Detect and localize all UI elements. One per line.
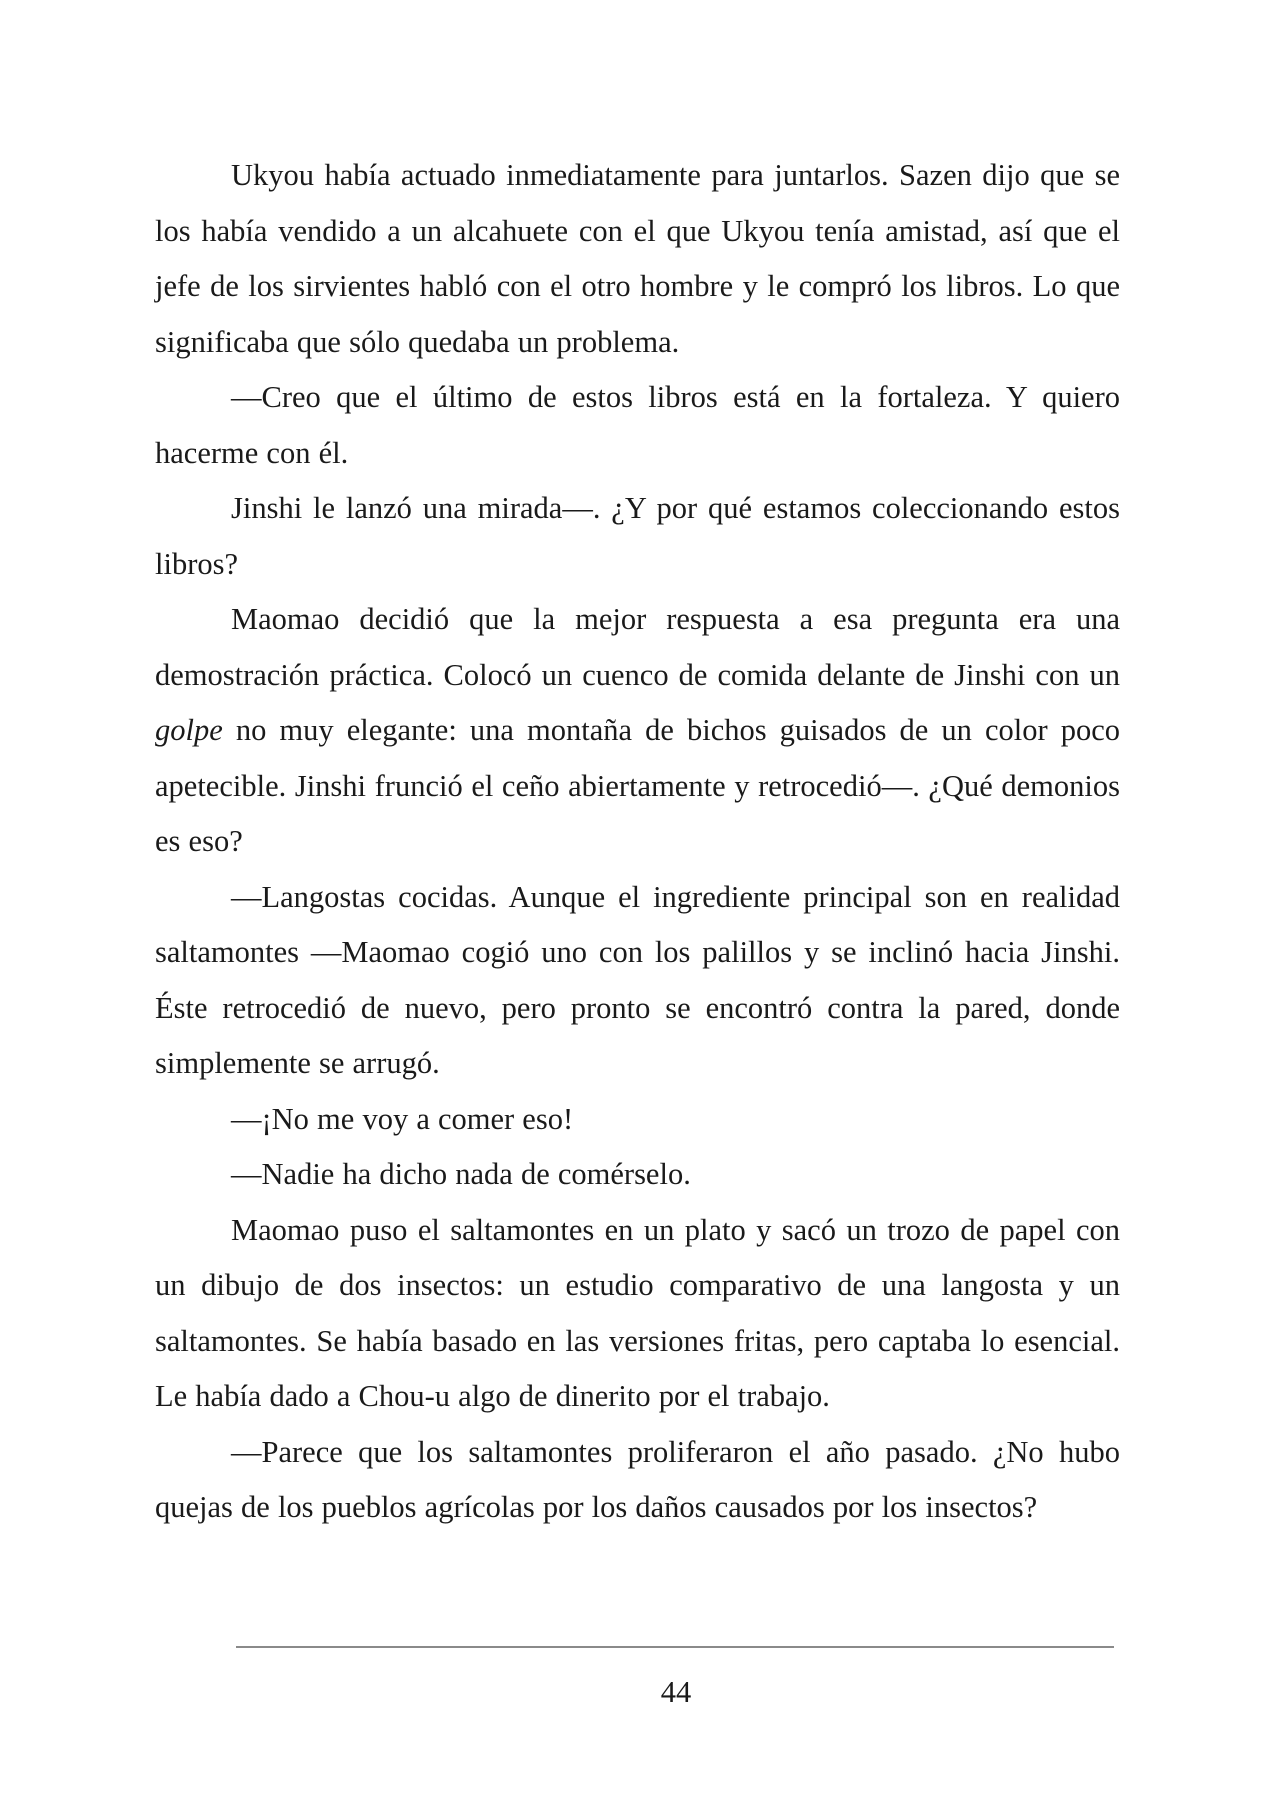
italic-word: golpe	[155, 713, 223, 747]
paragraph	[155, 1203, 1120, 1425]
paragraph	[155, 1425, 1120, 1536]
paragraph	[155, 148, 1120, 370]
paragraph-text: no muy elegante: una montaña de bichos guisados de un color poco apetecible. Jinshi frunció el ceño abiertamente y retrocedió—. ¿Qué demonios es eso?	[155, 713, 1120, 858]
paragraph	[155, 1092, 1120, 1148]
paragraph-text: —Nadie ha dicho nada de comérselo.	[231, 1157, 691, 1191]
paragraph	[155, 1147, 1120, 1203]
paragraph	[155, 592, 1120, 870]
page-number: 44	[660, 1675, 692, 1709]
paragraph-text: Maomao decidió que la mejor respuesta a esa pregunta era una demostración práctica. Colocó un cuenco de comida delante de Jinshi con un	[155, 602, 1120, 692]
paragraph-text: —Creo que el último de estos libros está en la fortaleza. Y quiero hacerme con él.	[155, 380, 1120, 470]
paragraph	[155, 370, 1120, 481]
paragraph-text: —¡No me voy a comer eso!	[231, 1101, 574, 1136]
paragraph	[155, 481, 1120, 592]
paragraph-text: Jinshi le lanzó una mirada—. ¿Y por qué estamos coleccionando estos libros?	[155, 491, 1120, 581]
paragraph-text: Maomao puso el saltamontes en un plato y sacó un trozo de papel con un dibujo de dos insectos: un estudio comparativo de una langosta y un saltamontes. Se había basado en las versiones fritas, pero captaba lo esencial. Le había dado a Chou-u algo de dinerito por el trabajo.	[155, 1212, 1120, 1413]
body-text	[155, 148, 1120, 1536]
paragraph-text: —Parece que los saltamontes proliferaron el año pasado. ¿No hubo quejas de los pueblos agrícolas por los daños causados por los insectos?	[155, 1434, 1120, 1524]
paragraph-text: Ukyou había actuado inmediatamente para juntarlos. Sazen dijo que se los había vendido a un alcahuete con el que Ukyou tenía amistad, así que el jefe de los sirvientes habló con el otro hombre y le compró los libros. Lo que significaba que sólo quedaba un problema.	[155, 158, 1120, 359]
footer-divider	[236, 1646, 1114, 1648]
paragraph-text: —Langostas cocidas. Aunque el ingrediente principal son en realidad saltamontes —Maomao cogió uno con los palillos y se inclinó hacia Jinshi. Éste retrocedió de nuevo, pero pronto se encontró contra la pared, donde simplemente se arrugó.	[155, 879, 1120, 1080]
paragraph	[155, 870, 1120, 1092]
